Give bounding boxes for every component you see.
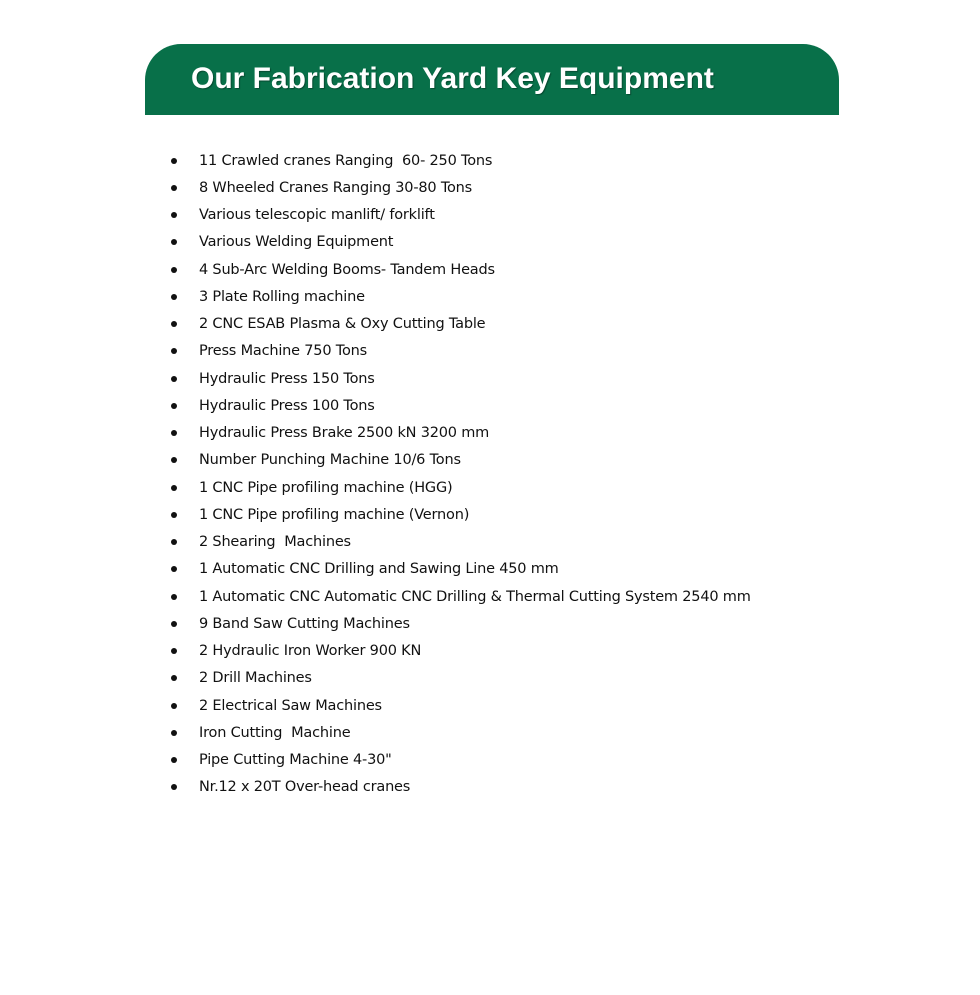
bullet-icon — [170, 485, 199, 491]
bullet-icon — [170, 703, 199, 709]
list-item — [170, 474, 751, 501]
bullet-dot-icon — [171, 621, 177, 627]
list-item-text: 4 Sub-Arc Welding Booms- Tandem Heads — [199, 261, 495, 278]
list-item — [170, 556, 751, 583]
list-item-text: 1 Automatic CNC Automatic CNC Drilling & Thermal Cutting System 2540 mm — [199, 588, 751, 605]
list-item — [170, 692, 751, 719]
page-title: Our Fabrication Yard Key Equipment — [191, 62, 714, 95]
list-item — [170, 174, 751, 201]
bullet-dot-icon — [171, 512, 177, 518]
equipment-list — [170, 147, 751, 801]
list-item — [170, 747, 751, 774]
bullet-icon — [170, 648, 199, 654]
list-item-text: Number Punching Machine 10/6 Tons — [199, 452, 461, 469]
bullet-dot-icon — [171, 185, 177, 191]
bullet-dot-icon — [171, 485, 177, 491]
bullet-icon — [170, 539, 199, 545]
bullet-dot-icon — [171, 267, 177, 273]
list-item — [170, 311, 751, 338]
bullet-dot-icon — [171, 403, 177, 409]
list-item-text: Hydraulic Press Brake 2500 kN 3200 mm — [199, 425, 490, 442]
bullet-dot-icon — [171, 457, 177, 463]
bullet-icon — [170, 757, 199, 763]
bullet-dot-icon — [171, 158, 177, 164]
list-item — [170, 638, 751, 665]
list-item-text: 11 Crawled cranes Ranging 60- 250 Tons — [199, 152, 493, 169]
list-item-text: 2 CNC ESAB Plasma & Oxy Cutting Table — [199, 316, 486, 333]
bullet-dot-icon — [171, 430, 177, 436]
bullet-dot-icon — [171, 566, 177, 572]
bullet-dot-icon — [171, 648, 177, 654]
list-item-text: 3 Plate Rolling machine — [199, 288, 365, 305]
list-item — [170, 147, 751, 174]
bullet-icon — [170, 457, 199, 463]
bullet-icon — [170, 566, 199, 572]
bullet-icon — [170, 512, 199, 518]
list-item-text: 2 Electrical Saw Machines — [199, 697, 382, 714]
list-item-text: 9 Band Saw Cutting Machines — [199, 615, 410, 632]
list-item — [170, 392, 751, 419]
list-item — [170, 610, 751, 637]
list-item — [170, 256, 751, 283]
bullet-dot-icon — [171, 703, 177, 709]
list-item — [170, 529, 751, 556]
bullet-icon — [170, 675, 199, 681]
bullet-icon — [170, 730, 199, 736]
list-item — [170, 229, 751, 256]
bullet-icon — [170, 158, 199, 164]
list-item-text: Press Machine 750 Tons — [199, 343, 367, 360]
list-item — [170, 501, 751, 528]
list-item — [170, 719, 751, 746]
list-item-text: 2 Shearing Machines — [199, 534, 351, 551]
bullet-icon — [170, 621, 199, 627]
bullet-icon — [170, 594, 199, 600]
list-item-text: 1 CNC Pipe profiling machine (Vernon) — [199, 506, 470, 523]
list-item-text: 8 Wheeled Cranes Ranging 30-80 Tons — [199, 179, 473, 196]
list-item — [170, 283, 751, 310]
bullet-dot-icon — [171, 594, 177, 600]
bullet-dot-icon — [171, 675, 177, 681]
bullet-dot-icon — [171, 348, 177, 354]
list-item-text: 1 Automatic CNC Drilling and Sawing Line 450 mm — [199, 561, 559, 578]
list-item — [170, 665, 751, 692]
bullet-icon — [170, 784, 199, 790]
list-item-text: 2 Hydraulic Iron Worker 900 KN — [199, 643, 422, 660]
bullet-icon — [170, 376, 199, 382]
bullet-icon — [170, 212, 199, 218]
header-banner — [145, 44, 839, 115]
list-item-text: 1 CNC Pipe profiling machine (HGG) — [199, 479, 453, 496]
list-item — [170, 365, 751, 392]
bullet-icon — [170, 321, 199, 327]
bullet-icon — [170, 294, 199, 300]
list-item — [170, 338, 751, 365]
list-item-text: 2 Drill Machines — [199, 670, 312, 687]
list-item — [170, 774, 751, 801]
bullet-dot-icon — [171, 539, 177, 545]
bullet-icon — [170, 267, 199, 273]
bullet-dot-icon — [171, 757, 177, 763]
bullet-icon — [170, 403, 199, 409]
bullet-dot-icon — [171, 730, 177, 736]
list-item — [170, 420, 751, 447]
bullet-icon — [170, 430, 199, 436]
bullet-dot-icon — [171, 294, 177, 300]
bullet-icon — [170, 185, 199, 191]
bullet-dot-icon — [171, 321, 177, 327]
list-item — [170, 202, 751, 229]
list-item — [170, 447, 751, 474]
list-item-text: Various Welding Equipment — [199, 234, 394, 251]
list-item-text: Various telescopic manlift/ forklift — [199, 207, 435, 224]
bullet-dot-icon — [171, 784, 177, 790]
bullet-dot-icon — [171, 212, 177, 218]
bullet-icon — [170, 348, 199, 354]
list-item-text: Iron Cutting Machine — [199, 724, 351, 741]
bullet-dot-icon — [171, 376, 177, 382]
list-item-text: Nr.12 x 20T Over-head cranes — [199, 779, 411, 796]
list-item-text: Pipe Cutting Machine 4-30" — [199, 752, 392, 769]
list-item — [170, 583, 751, 610]
bullet-icon — [170, 239, 199, 245]
bullet-dot-icon — [171, 239, 177, 245]
list-item-text: Hydraulic Press 150 Tons — [199, 370, 375, 387]
list-item-text: Hydraulic Press 100 Tons — [199, 397, 375, 414]
